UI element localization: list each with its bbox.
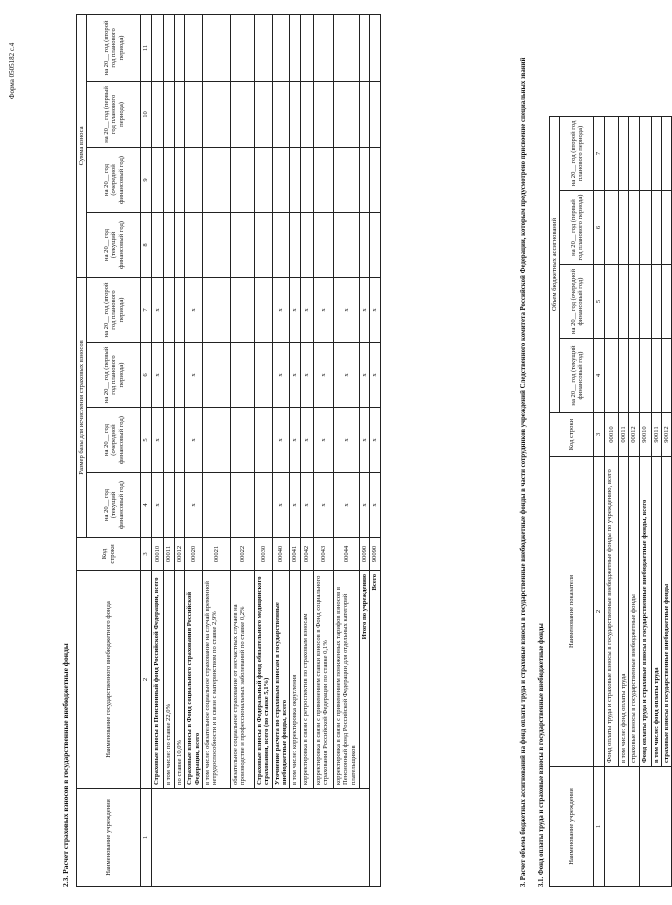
value-cell <box>651 191 661 265</box>
header-period: на 20__ год (текущий финансовый год) <box>87 473 141 538</box>
value-cell <box>651 339 661 413</box>
value-cell <box>174 277 184 342</box>
value-cell: x <box>151 343 163 408</box>
value-cell <box>639 339 651 413</box>
header-period: на 20__ год (второй год планового периода) <box>560 116 594 190</box>
value-cell <box>618 116 628 190</box>
value-cell: x <box>185 408 203 473</box>
value-cell: x <box>313 343 333 408</box>
value-cell <box>163 343 174 408</box>
value-cell <box>230 14 254 81</box>
row-code: 00011 <box>618 413 628 457</box>
header-sum: Сумма взноса <box>77 14 87 277</box>
value-cell <box>185 14 203 81</box>
column-number: 3 <box>141 538 151 571</box>
value-cell: x <box>370 408 380 473</box>
row-code: 00022 <box>230 538 254 571</box>
header-fund: Наименование государственного внебюджетного фонда <box>77 571 141 789</box>
row-code: 00020 <box>185 538 203 571</box>
value-cell <box>254 343 272 408</box>
header-indicator: Наименование показателя <box>550 457 594 767</box>
value-cell <box>185 212 203 277</box>
value-cell <box>174 408 184 473</box>
value-cell <box>359 14 369 81</box>
value-cell <box>629 116 639 190</box>
value-cell <box>313 14 333 81</box>
value-cell <box>163 81 174 147</box>
value-cell <box>174 147 184 212</box>
value-cell <box>202 277 230 342</box>
value-cell <box>163 14 174 81</box>
value-cell: x <box>290 408 300 473</box>
value-cell <box>163 277 174 342</box>
value-cell <box>254 212 272 277</box>
value-cell <box>629 265 639 339</box>
row-code: 00021 <box>202 538 230 571</box>
value-cell <box>202 473 230 538</box>
column-number: 6 <box>141 343 151 408</box>
value-cell <box>163 212 174 277</box>
value-cell <box>272 147 290 212</box>
column-number: 8 <box>141 212 151 277</box>
fund-name: Страховые взносы в Фонд социального страхования Российской Федерации, всего <box>185 571 203 789</box>
column-number: 5 <box>594 265 604 339</box>
value-cell <box>313 81 333 147</box>
table-row <box>604 116 618 886</box>
column-number: 3 <box>594 413 604 457</box>
value-cell <box>370 14 380 81</box>
subtotal-row <box>359 14 369 886</box>
value-cell: x <box>151 473 163 538</box>
value-cell <box>629 191 639 265</box>
header-code: Код строки <box>77 538 141 571</box>
row-code: 00041 <box>290 538 300 571</box>
column-number: 1 <box>594 767 604 887</box>
value-cell <box>163 473 174 538</box>
value-cell: x <box>300 343 313 408</box>
value-cell: x <box>300 277 313 342</box>
value-cell <box>230 147 254 212</box>
value-cell <box>290 14 300 81</box>
row-code: 90010 <box>639 413 651 457</box>
value-cell <box>290 212 300 277</box>
table-row <box>639 116 651 886</box>
value-cell: x <box>151 408 163 473</box>
value-cell <box>254 147 272 212</box>
table-row <box>290 14 300 886</box>
column-number: 1 <box>141 789 151 887</box>
section-title: 2.3. Расчет страховых взносов в государственные внебюджетные фонды <box>61 643 70 887</box>
indicator-name: в том числе: фонд оплаты труда <box>618 457 628 767</box>
value-cell <box>230 473 254 538</box>
value-cell <box>604 116 618 190</box>
column-number: 10 <box>141 81 151 147</box>
payroll-fund-table <box>549 116 672 887</box>
value-cell: x <box>185 343 203 408</box>
value-cell <box>202 14 230 81</box>
value-cell <box>151 81 163 147</box>
row-code: 00044 <box>333 538 359 571</box>
value-cell <box>202 343 230 408</box>
form-label: Форма 0505182 с.4 <box>8 42 16 99</box>
fund-name: Уточнение расчета по страховым взносам в государственные внебюджетные фонды, всего <box>272 571 290 789</box>
value-cell <box>333 14 359 81</box>
value-cell: x <box>359 277 369 342</box>
table-row <box>174 14 184 886</box>
value-cell <box>151 147 163 212</box>
value-cell: x <box>370 343 380 408</box>
header-period: на 20__ год (очередной финансовый год) <box>560 265 594 339</box>
value-cell <box>359 212 369 277</box>
value-cell <box>370 212 380 277</box>
value-cell <box>174 343 184 408</box>
section-3-1-title: 3.1. Фонд оплаты труда и страховые взносы в государственные внебюджетные фонды <box>538 623 545 887</box>
row-code: 00090 <box>359 538 369 571</box>
value-cell: x <box>333 277 359 342</box>
header-volume: Объем бюджетных ассигнований <box>550 116 560 412</box>
value-cell <box>163 147 174 212</box>
value-cell <box>639 265 651 339</box>
value-cell <box>661 265 671 339</box>
table-row <box>151 14 163 886</box>
row-code: 00030 <box>254 538 272 571</box>
fund-name: Страховые взносы в Пенсионный фонд Российской Федерации, всего <box>151 571 163 789</box>
header-period: на 20__ год (первый год планового периода) <box>87 343 141 408</box>
value-cell: x <box>333 408 359 473</box>
section-3-title: 3. Расчет объема бюджетных ассигнований на фонд оплаты труда и страховые взносы в государственные внебюджетные фонды в части сотрудников учреждений Следственного комитета Российской Федерации, которым предусмотрено присвоение специальных званий <box>520 57 527 887</box>
fund-name: обязательное социальное страхование от несчастных случаев на производстве и профессиональных заболеваний по ставке 0,2% <box>230 571 254 789</box>
column-number: 4 <box>141 473 151 538</box>
header-period: на 20__ год (второй год планового периода) <box>87 14 141 81</box>
value-cell: x <box>290 343 300 408</box>
value-cell <box>230 408 254 473</box>
value-cell <box>333 81 359 147</box>
fund-name: в том числе: обязательное социальное страхование на случай временной нетрудоспособности и в связи с материнством по ставке 2,9% <box>202 571 230 789</box>
indicator-name: Фонд оплаты труда и страховые взносы в государственные внебюджетные фонды по учреждению, всего <box>604 457 618 767</box>
value-cell: x <box>359 343 369 408</box>
value-cell <box>604 339 618 413</box>
table-row <box>333 14 359 886</box>
value-cell <box>618 339 628 413</box>
value-cell <box>618 265 628 339</box>
value-cell: x <box>370 473 380 538</box>
value-cell <box>300 212 313 277</box>
value-cell <box>604 265 618 339</box>
value-cell <box>230 277 254 342</box>
row-code: 00040 <box>272 538 290 571</box>
header-period: на 20__ год (очередной финансовый год) <box>87 147 141 212</box>
value-cell: x <box>272 277 290 342</box>
value-cell <box>254 473 272 538</box>
fund-name: в том числе: корректировка округления <box>290 571 300 789</box>
value-cell <box>290 81 300 147</box>
value-cell <box>202 212 230 277</box>
value-cell <box>230 212 254 277</box>
value-cell <box>313 212 333 277</box>
value-cell <box>359 81 369 147</box>
value-cell <box>639 116 651 190</box>
value-cell: x <box>333 343 359 408</box>
header-period: на 20__ год (второй год планового периода) <box>87 277 141 342</box>
fund-name: корректировка в связи с применением ставки взносов в Фонд социального страхования Российской Федерации по ставке 0,1% <box>313 571 333 789</box>
column-number: 7 <box>594 116 604 190</box>
value-cell: x <box>300 408 313 473</box>
value-cell <box>272 212 290 277</box>
value-cell <box>300 14 313 81</box>
value-cell: x <box>359 408 369 473</box>
header-base: Размер базы для исчисления страховых взносов <box>77 277 87 537</box>
table-row <box>300 14 313 886</box>
value-cell <box>202 408 230 473</box>
row-code: 00043 <box>313 538 333 571</box>
value-cell: x <box>370 277 380 342</box>
value-cell <box>370 81 380 147</box>
value-cell <box>163 408 174 473</box>
value-cell <box>370 147 380 212</box>
total-row <box>370 14 380 886</box>
column-number: 4 <box>594 339 604 413</box>
fund-name: корректировка в связи с применением пониженных тарифов взносов в Пенсионный фонд Российской Федерации для отдельных категорий плательщиков <box>333 571 359 789</box>
value-cell <box>272 81 290 147</box>
value-cell <box>185 147 203 212</box>
value-cell <box>202 147 230 212</box>
value-cell <box>202 81 230 147</box>
row-code: 00042 <box>300 538 313 571</box>
value-cell <box>604 191 618 265</box>
row-code: 00010 <box>151 538 163 571</box>
value-cell <box>254 14 272 81</box>
value-cell <box>639 191 651 265</box>
value-cell <box>254 81 272 147</box>
value-cell: x <box>313 473 333 538</box>
institution-cell <box>639 767 672 887</box>
row-code: 00012 <box>174 538 184 571</box>
fund-name: по ставке 10,0% <box>174 571 184 789</box>
table-row <box>254 14 272 886</box>
header-period: на 20__ год (первый год планового периода) <box>87 81 141 147</box>
column-number: 2 <box>594 457 604 767</box>
value-cell <box>254 408 272 473</box>
value-cell <box>185 81 203 147</box>
column-number: 6 <box>594 191 604 265</box>
indicator-name: в том числе: фонд оплаты труда <box>651 457 661 767</box>
value-cell <box>651 265 661 339</box>
fund-name: Страховые взносы в Федеральный фонд обязательного медицинского страхования, всего (по ставке 5,1%) <box>254 571 272 789</box>
value-cell <box>290 147 300 212</box>
value-cell: x <box>151 277 163 342</box>
table-row <box>202 14 230 886</box>
value-cell <box>661 116 671 190</box>
table-row <box>230 14 254 886</box>
value-cell <box>272 14 290 81</box>
value-cell: x <box>290 473 300 538</box>
value-cell <box>359 147 369 212</box>
value-cell: x <box>272 473 290 538</box>
value-cell <box>661 191 671 265</box>
column-number: 5 <box>141 408 151 473</box>
value-cell: x <box>313 408 333 473</box>
value-cell: x <box>300 473 313 538</box>
table-row <box>313 14 333 886</box>
value-cell <box>333 147 359 212</box>
value-cell <box>300 147 313 212</box>
value-cell: x <box>290 277 300 342</box>
value-cell <box>174 212 184 277</box>
header-institution: Наименование учреждения <box>77 789 141 887</box>
subtotal-label: Итого по учреждению <box>359 571 369 789</box>
value-cell <box>174 14 184 81</box>
value-cell: x <box>359 473 369 538</box>
value-cell <box>651 116 661 190</box>
insurance-contributions-table <box>76 14 381 887</box>
row-code: 00011 <box>163 538 174 571</box>
value-cell <box>151 14 163 81</box>
header-period: на 20__ год (текущий финансовый год) <box>87 212 141 277</box>
value-cell <box>618 191 628 265</box>
column-number: 2 <box>141 571 151 789</box>
header-code: Код строки <box>550 413 594 457</box>
value-cell <box>174 473 184 538</box>
value-cell: x <box>313 277 333 342</box>
value-cell: x <box>185 473 203 538</box>
table-row <box>163 14 174 886</box>
value-cell <box>254 277 272 342</box>
value-cell <box>300 81 313 147</box>
indicator-name: Фонд оплаты труда и страховые взносы в государственные внебюджетные фонды, всего <box>639 457 651 767</box>
indicator-name: страховые взносы в государственные внебюджетные фонды <box>629 457 639 767</box>
value-cell: x <box>185 277 203 342</box>
header-period: на 20__ год (текущий финансовый год) <box>560 339 594 413</box>
value-cell <box>230 343 254 408</box>
table-row <box>272 14 290 886</box>
value-cell: x <box>333 473 359 538</box>
value-cell: x <box>272 343 290 408</box>
row-code: 90090 <box>370 538 380 571</box>
institution-cell <box>151 789 369 887</box>
column-number: 7 <box>141 277 151 342</box>
column-number: 11 <box>141 14 151 81</box>
row-code: 90011 <box>651 413 661 457</box>
value-cell <box>313 147 333 212</box>
row-code: 90012 <box>661 413 671 457</box>
value-cell <box>333 212 359 277</box>
fund-name: в том числе: по ставке 22,0% <box>163 571 174 789</box>
row-code: 00010 <box>604 413 618 457</box>
indicator-name: страховые взносы в государственные внебюджетные фонды <box>661 457 671 767</box>
value-cell <box>230 81 254 147</box>
value-cell <box>629 339 639 413</box>
institution-cell <box>604 767 639 887</box>
fund-name: корректировка в связи с ретроспектив по страховым взносам <box>300 571 313 789</box>
value-cell: x <box>272 408 290 473</box>
row-code: 00012 <box>629 413 639 457</box>
column-number: 9 <box>141 147 151 212</box>
total-label: Всего <box>370 571 380 887</box>
value-cell <box>661 339 671 413</box>
header-period: на 20__ год (очередной финансовый год) <box>87 408 141 473</box>
table-row <box>185 14 203 886</box>
value-cell <box>151 212 163 277</box>
header-period: на 20__ год (первый год планового периода) <box>560 191 594 265</box>
value-cell <box>174 81 184 147</box>
header-institution: Наименование учреждения <box>550 767 594 887</box>
